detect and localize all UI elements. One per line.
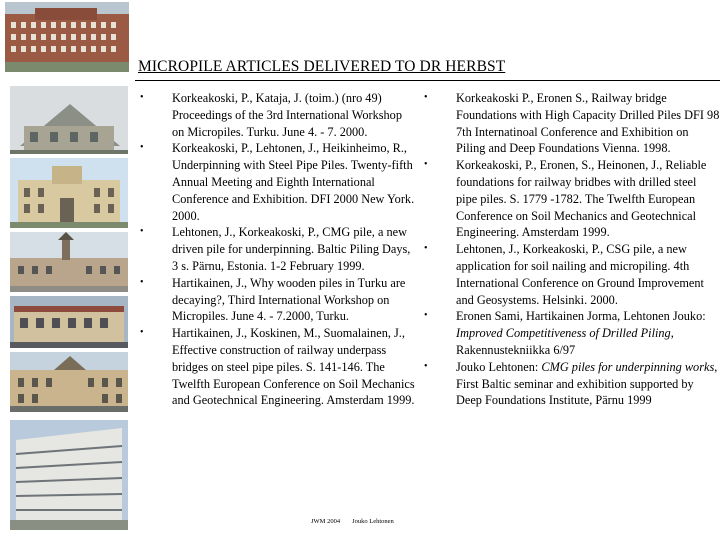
slide-footer (311, 518, 406, 525)
list-item (418, 241, 720, 308)
bullet: • (424, 92, 428, 103)
list-item (134, 90, 416, 140)
bullet: • (140, 226, 144, 238)
bullet: • (140, 142, 144, 154)
title-divider (135, 80, 720, 81)
list-item (418, 90, 720, 157)
reference-text: Hartikainen, J., Koskinen, M., Suomalainen, J., Effective construction of railway underpass bridges on steel pipe piles. S. 141-146. The Twelfth European Conference on Soil Mechanics and Geotechnical Engineering. Amsterdam 1999. (172, 326, 415, 408)
building-photo-4 (10, 296, 128, 348)
bullet: • (140, 276, 144, 288)
bullet: • (424, 159, 428, 171)
list-item (134, 325, 416, 409)
reference-text: Korkeakoski P., Eronen S., Railway bridge Foundations with High Capacity Drilled Piles DFI 98 7th Internatinoal Conference and Exhibition on Piling and Deep Foundations Vienna. 1998. (456, 91, 720, 156)
list-item (418, 308, 720, 358)
right-reference-list (418, 90, 720, 409)
list-item (418, 157, 720, 241)
list-item (134, 140, 416, 224)
reference-authors: Eronen Sami, Hartikainen Jorma, Lehtonen Jouko: (456, 309, 706, 324)
bullet: • (424, 243, 428, 255)
bullet: • (140, 327, 144, 339)
list-item (418, 359, 720, 409)
reference-text: Hartikainen, J., Why wooden piles in Turku are decaying?, Third International Workshop on Micropiles. June 4. - 7.2000, Turku. (172, 275, 406, 324)
top-building-photo (5, 2, 129, 72)
list-item (134, 275, 416, 325)
reference-source: , Rakennustekniikka 6/97 (456, 326, 674, 357)
reference-text: Korkeakoski, P., Kataja, J. (toim.) (nro 49) Proceedings of the 3rd International Workshop on Micropiles. Turku. June 4. - 7. 2000. (172, 91, 402, 139)
footer-author: Jouko Lehtonen (352, 518, 394, 525)
reference-text (456, 359, 720, 409)
list-item (134, 224, 416, 274)
left-reference-list (134, 90, 416, 409)
building-photo-6 (10, 420, 128, 530)
footer-event: JWM 2004 (311, 518, 341, 525)
bullet: • (424, 360, 428, 372)
slide-title: MICROPILE ARTICLES DELIVERED TO DR HERBST (138, 58, 506, 75)
building-photo-5 (10, 352, 128, 412)
building-photo-2 (10, 158, 128, 228)
reference-source: , First Baltic seminar and exhibition supported by Deep Foundations Institute, Pärnu 1999 (456, 359, 718, 408)
reference-text: Korkeakoski, P., Lehtonen, J., Heikinheimo, R., Underpinning with Steel Pipe Piles. Twenty-fifth Annual Meeting and Eighth International Conference and Exhibition. DFI 2000 New York. 2000. (172, 141, 415, 223)
reference-text (456, 308, 720, 358)
reference-text: Korkeakoski, P., Eronen, S., Heinonen, J., Reliable foundations for railway bridbes with drilled steel pipe piles. S. 1779 -1782. The Twelfth European Conference on Soil Mechanics and Geotechnical Engineering. Amsterdam 1999. (456, 158, 707, 240)
reference-title: CMG piles for underpinning works (541, 359, 715, 374)
reference-authors: Jouko Lehtonen: (456, 359, 542, 374)
bullet: • (140, 92, 144, 103)
reference-text: Lehtonen, J., Korkeakoski, P., CMG pile, a new driven pile for underpinning. Baltic Piling Days, 3 s. Pärnu, Estonia. 1-2 February 1999. (172, 225, 411, 273)
bullet: • (424, 310, 428, 322)
building-photo-1 (10, 86, 128, 154)
reference-text: Lehtonen, J., Korkeakoski, P., CSG pile, a new application for soil nailing and micropiling. 4th International Conference on Ground Improvement and Geosystems. Helsinki. 2000. (456, 242, 704, 307)
building-photo-3 (10, 232, 128, 292)
reference-title: Improved Competitiveness of Drilled Piling (456, 326, 671, 341)
